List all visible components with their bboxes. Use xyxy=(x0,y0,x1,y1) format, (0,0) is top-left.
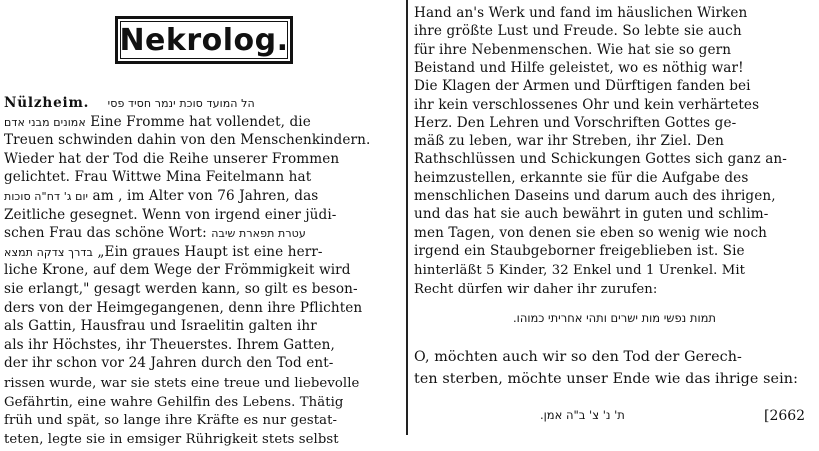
text-line: teten, legte sie in emsiger Rührigkeit stets selbst xyxy=(4,431,339,447)
left-column xyxy=(0,0,405,435)
text-line: irgend ein Staubgeborner freigeblieben ist. Sie xyxy=(414,242,745,259)
text-line: früh und spät, so lange ihre Kräfte es nur gestat- xyxy=(4,413,338,429)
text-line: Beistand und Hilfe geleistet, wo es nöthig war! xyxy=(414,59,744,76)
text-fragment: schen Frau das schöne Wort: xyxy=(4,225,207,242)
text-line: Treuen schwinden dahin von den Menschenkindern. xyxy=(4,132,371,149)
text-line: Wieder hat der Tod die Reihe unserer Frommen xyxy=(4,150,340,167)
text-line: liche Krone, auf dem Wege der Frömmigkeit wird xyxy=(4,262,351,279)
ad-number: [2662 xyxy=(764,408,806,424)
text-line xyxy=(4,224,401,243)
text-line: O, möchten auch wir so den Tod der Gerech- xyxy=(414,349,742,365)
text-line xyxy=(4,113,401,132)
text-line: Recht dürfen wir daher ihr zurufen: xyxy=(414,281,658,297)
text-line: ihre größte Lust und Freude. So lebte sie auch xyxy=(414,23,742,40)
text-line: und das hat sie auch bewährt in guten und schlim- xyxy=(414,206,769,223)
text-line: ten sterben, möchte unser Ende wie das ihrige sein: xyxy=(414,371,798,387)
text-line: hinterläßt 5 Kinder, 32 Enkel und 1 Urenkel. Mit xyxy=(414,263,746,279)
text-line: gelichtet. Frau Wittwe Mina Feitelmann hat xyxy=(4,169,312,186)
text-line: als Gattin, Hausfrau und Israelitin galten ihr xyxy=(4,318,317,335)
text-line: für ihre Nebenmenschen. Wie hat sie so gern xyxy=(414,41,732,58)
text-line: der ihr schon vor 24 Jahren durch den Tod ent- xyxy=(4,355,334,372)
text-fragment: Eine Fromme hat vollendet, die xyxy=(90,113,311,130)
text-line: men Tagen, von denen sie eben so wenig wie noch xyxy=(414,224,768,241)
text-line: ihr kein verschlossenes Ohr und kein verhärtetes xyxy=(414,96,760,113)
text-line: rissen wurde, war sie stets eine treue und liebevolle xyxy=(4,376,360,391)
text-line: Die Klagen der Armen und Dürftigen fanden bei xyxy=(414,78,751,95)
text-line: Gefährtin, eine wahre Gehilfin des Lebens. Thätig xyxy=(4,394,344,410)
hebrew-quote: תמות נפשי מות ישרים ותהי אחריתי כמוהו. xyxy=(513,311,716,325)
text-line: Herz. Den Lehren und Vorschriften Gottes ge- xyxy=(414,114,737,131)
hebrew-phrase: אמונים מבני אדם xyxy=(4,115,86,129)
text-line: sie erlangt," gesagt werden kann, so gilt es beson- xyxy=(4,281,358,297)
text-line: Hand an's Werk und fand im häuslichen Wirken xyxy=(414,5,748,21)
hebrew-phrase: יום ג' דח"ה סוכות xyxy=(4,190,89,203)
text-line xyxy=(4,243,401,262)
text-fragment: am , im Alter von 76 Jahren, das xyxy=(92,188,319,204)
title-box xyxy=(115,16,293,64)
column-divider xyxy=(406,0,408,435)
text-line: ders von der Heimgegangenen, denn ihre Pflichten xyxy=(4,299,363,316)
text-line: heimzustellen, erkannte sie für die Aufgabe des xyxy=(414,169,749,186)
text-line: mäß zu leben, war ihr Streben, ihr Ziel. Den xyxy=(414,133,724,150)
hebrew-closing: ת' נ' צ' ב"ה אמן. xyxy=(540,408,625,422)
page-title: Nekrolog. xyxy=(119,22,289,58)
text-line: Rathschlüssen und Schickungen Gottes sich ganz an- xyxy=(414,151,787,168)
hebrew-phrase: הל המועד סוכת ינמר חסיד פסי xyxy=(107,97,255,110)
text-line: als ihr Höchstes, ihr Theuerstes. Ihrem Gatten, xyxy=(4,336,335,353)
text-line: Zeitliche gesegnet. Wenn von irgend einer jüdi- xyxy=(4,206,337,223)
place-name: Nülzheim. xyxy=(4,95,90,111)
hebrew-phrase: בדרך צדקה תמצא xyxy=(4,245,93,259)
right-column xyxy=(410,0,819,435)
text-fragment: „Ein graues Haupt ist eine herr- xyxy=(97,243,323,260)
text-line xyxy=(4,94,401,113)
text-line xyxy=(4,187,401,206)
hebrew-phrase: עטרת תפארת שיבה xyxy=(211,227,306,241)
text-line: menschlichen Daseins und darum auch des ihrigen, xyxy=(414,188,776,204)
